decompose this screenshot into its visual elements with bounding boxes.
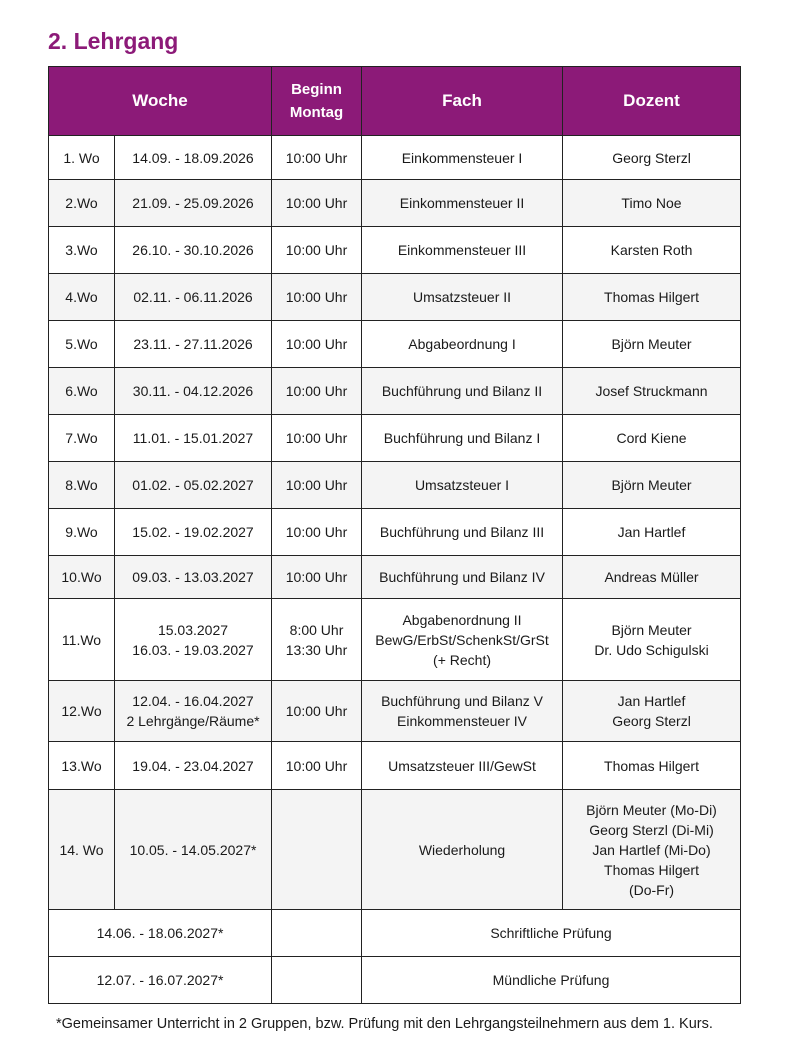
date-cell: [115, 681, 272, 742]
subject-cell: [362, 790, 563, 910]
subject-cell-line: BewG/ErbSt/SchenkSt/GrSt: [375, 631, 549, 648]
date-cell: [115, 742, 272, 790]
start-time-cell: [272, 599, 362, 681]
start-time-cell-line: 10:00 Uhr: [285, 336, 348, 352]
start-time-cell: [272, 321, 362, 368]
start-time-cell-line: 10:00 Uhr: [285, 195, 348, 211]
lecturer-cell: [563, 415, 741, 462]
schedule-table: [48, 66, 741, 1004]
lecturer-cell-line: Cord Kiene: [616, 430, 687, 446]
date-cell: [115, 462, 272, 509]
exam-label-cell: Mündliche Prüfung: [362, 957, 741, 1004]
date-cell-line: 09.03. - 13.03.2027: [132, 569, 254, 585]
date-cell: [115, 509, 272, 556]
exam-date-cell: 14.06. - 18.06.2027*: [49, 910, 272, 957]
start-time-cell-line: 10:00 Uhr: [285, 430, 348, 446]
lecturer-cell: [563, 462, 741, 509]
date-cell: [115, 227, 272, 274]
lecturer-cell-line: Georg Sterzl (Di-Mi): [589, 821, 714, 838]
exam-row: [49, 910, 741, 957]
week-number-cell: 12.Wo: [49, 681, 115, 742]
date-cell: [115, 136, 272, 180]
lecturer-cell: [563, 227, 741, 274]
week-number-cell: 11.Wo: [49, 599, 115, 681]
table-row: [49, 274, 741, 321]
lecturer-cell-line: Timo Noe: [621, 195, 682, 211]
lecturer-cell: [563, 368, 741, 415]
lecturer-cell-line: Karsten Roth: [610, 242, 693, 258]
date-cell: [115, 415, 272, 462]
table-row: [49, 415, 741, 462]
subject-cell-line: Umsatzsteuer III/GewSt: [388, 757, 536, 774]
table-row: [49, 180, 741, 227]
week-number-cell: 7.Wo: [49, 415, 115, 462]
schedule-body: [49, 136, 741, 1004]
date-cell-line: 23.11. - 27.11.2026: [133, 336, 253, 352]
lecturer-cell-line: Jan Hartlef: [617, 693, 686, 709]
table-row: [49, 742, 741, 790]
lecturer-cell-line: Björn Meuter (Mo-Di): [586, 801, 717, 818]
lecturer-cell-line: Georg Sterzl: [612, 149, 691, 166]
table-row: [49, 368, 741, 415]
date-cell-line: 11.01. - 15.01.2027: [132, 430, 254, 446]
start-time-cell-line: 10:00 Uhr: [285, 149, 348, 166]
lecturer-cell: [563, 742, 741, 790]
lecturer-cell-line: Jan Hartlef: [617, 524, 686, 540]
subject-cell-line: (+ Recht): [433, 651, 491, 668]
lecturer-cell: [563, 681, 741, 742]
subject-cell-line: Buchführung und Bilanz II: [381, 383, 543, 399]
subject-cell-line: Einkommensteuer III: [397, 242, 527, 258]
start-time-cell: [272, 274, 362, 321]
header-row: [49, 67, 741, 136]
table-row: [49, 136, 741, 180]
header-woche: Woche: [49, 67, 272, 136]
lecturer-cell-line: Thomas Hilgert: [604, 757, 699, 774]
footnote: *Gemeinsamer Unterricht in 2 Gruppen, bzw. Prüfung mit den Lehrgangsteilnehmern aus dem 1. Kurs.: [56, 1016, 713, 1032]
subject-cell-line: Einkommensteuer II: [399, 195, 525, 211]
table-row: [49, 509, 741, 556]
subject-cell: [362, 136, 563, 180]
lecturer-cell: [563, 180, 741, 227]
date-cell-line: 30.11. - 04.12.2026: [132, 383, 254, 399]
subject-cell: [362, 274, 563, 321]
lecturer-cell-line: Björn Meuter: [611, 621, 692, 638]
date-cell-line: 16.03. - 19.03.2027: [132, 641, 254, 658]
start-time-cell-line: 10:00 Uhr: [285, 383, 348, 399]
lecturer-cell-line: Georg Sterzl: [612, 713, 691, 729]
start-time-cell: [272, 462, 362, 509]
start-time-cell: [272, 136, 362, 180]
exam-start-cell: [272, 957, 362, 1004]
week-number-cell: 9.Wo: [49, 509, 115, 556]
date-cell: [115, 180, 272, 227]
start-time-cell-line: 10:00 Uhr: [285, 524, 348, 540]
subject-cell-line: Einkommensteuer I: [401, 149, 523, 166]
subject-cell: [362, 462, 563, 509]
subject-cell: [362, 180, 563, 227]
date-cell-line: 21.09. - 25.09.2026: [132, 195, 254, 211]
subject-cell: [362, 599, 563, 681]
start-time-cell-line: 10:00 Uhr: [285, 289, 348, 305]
start-time-cell: [272, 415, 362, 462]
date-cell: [115, 599, 272, 681]
start-time-cell: [272, 180, 362, 227]
date-cell-line: 19.04. - 23.04.2027: [132, 757, 254, 774]
date-cell-line: 26.10. - 30.10.2026: [132, 242, 254, 258]
start-time-cell-line: 10:00 Uhr: [285, 757, 348, 774]
start-time-cell: [272, 742, 362, 790]
week-number-cell: 3.Wo: [49, 227, 115, 274]
subject-cell-line: Abgabeordnung I: [408, 336, 516, 352]
lecturer-cell: [563, 509, 741, 556]
lecturer-cell-line: Dr. Udo Schigulski: [594, 641, 709, 658]
subject-cell: [362, 556, 563, 599]
date-cell-line: 15.03.2027: [157, 621, 229, 638]
start-time-cell: [272, 556, 362, 599]
date-cell-line: 14.09. - 18.09.2026: [132, 149, 254, 166]
subject-cell-line: Buchführung und Bilanz I: [383, 430, 541, 446]
start-time-cell-line: 10:00 Uhr: [285, 703, 348, 719]
subject-cell: [362, 681, 563, 742]
subject-cell: [362, 321, 563, 368]
date-cell: [115, 321, 272, 368]
date-cell-line: 12.04. - 16.04.2027: [132, 693, 254, 709]
table-row: [49, 462, 741, 509]
start-time-cell: [272, 227, 362, 274]
start-time-cell: [272, 681, 362, 742]
subject-cell-line: Umsatzsteuer I: [414, 477, 510, 493]
lecturer-cell: [563, 556, 741, 599]
start-time-cell-line: 10:00 Uhr: [285, 569, 348, 585]
subject-cell: [362, 368, 563, 415]
lecturer-cell-line: Josef Struckmann: [595, 383, 708, 399]
week-number-cell: 4.Wo: [49, 274, 115, 321]
start-time-cell: [272, 368, 362, 415]
subject-cell-line: Einkommensteuer IV: [397, 713, 527, 729]
week-number-cell: 5.Wo: [49, 321, 115, 368]
week-number-cell: 13.Wo: [49, 742, 115, 790]
lecturer-cell: [563, 599, 741, 681]
header-beginn-line2: Montag: [289, 104, 344, 121]
subject-cell-line: Buchführung und Bilanz IV: [379, 569, 545, 585]
start-time-cell: [272, 790, 362, 910]
exam-row: [49, 957, 741, 1004]
subject-cell-line: Umsatzsteuer II: [413, 289, 512, 305]
lecturer-cell-line: Thomas Hilgert: [604, 289, 699, 305]
week-number-cell: 6.Wo: [49, 368, 115, 415]
date-cell: [115, 790, 272, 910]
exam-label-cell: Schriftliche Prüfung: [362, 910, 741, 957]
subject-cell-line: Abgabenordnung II: [402, 611, 522, 628]
lecturer-cell-line: Thomas Hilgert: [604, 861, 699, 878]
table-row: [49, 556, 741, 599]
header-beginn: [272, 67, 362, 136]
lecturer-cell: [563, 136, 741, 180]
lecturer-cell-line: Andreas Müller: [604, 569, 699, 585]
subject-cell-line: Buchführung und Bilanz V: [381, 693, 543, 709]
date-cell-line: 15.02. - 19.02.2027: [132, 524, 254, 540]
table-row: [49, 790, 741, 910]
exam-start-cell: [272, 910, 362, 957]
exam-date-cell: 12.07. - 16.07.2027*: [49, 957, 272, 1004]
start-time-cell-line: 13:30 Uhr: [285, 641, 348, 658]
table-row: [49, 227, 741, 274]
start-time-cell-line: 8:00 Uhr: [289, 621, 344, 638]
week-number-cell: 2.Wo: [49, 180, 115, 227]
week-number-cell: 1. Wo: [49, 136, 115, 180]
subject-cell: [362, 227, 563, 274]
table-row: [49, 321, 741, 368]
header-beginn-line1: Beginn: [291, 81, 342, 98]
date-cell: [115, 368, 272, 415]
subject-cell-line: Buchführung und Bilanz III: [379, 524, 545, 540]
week-number-cell: 14. Wo: [49, 790, 115, 910]
date-cell-line: 10.05. - 14.05.2027*: [129, 841, 257, 858]
header-dozent: Dozent: [563, 67, 741, 136]
table-row: [49, 681, 741, 742]
header-fach: Fach: [362, 67, 563, 136]
lecturer-cell: [563, 274, 741, 321]
date-cell-line: 01.02. - 05.02.2027: [132, 477, 254, 493]
lecturer-cell-line: Björn Meuter: [611, 477, 692, 493]
date-cell: [115, 274, 272, 321]
date-cell: [115, 556, 272, 599]
date-cell-line: 2 Lehrgänge/Räume*: [126, 713, 260, 729]
subject-cell-line: Wiederholung: [418, 841, 506, 858]
week-number-cell: 10.Wo: [49, 556, 115, 599]
table-row: [49, 599, 741, 681]
subject-cell: [362, 742, 563, 790]
date-cell-line: 02.11. - 06.11.2026: [133, 289, 253, 305]
subject-cell: [362, 509, 563, 556]
lecturer-cell-line: Jan Hartlef (Mi-Do): [592, 841, 711, 858]
lecturer-cell: [563, 321, 741, 368]
lecturer-cell-line: Björn Meuter: [611, 336, 692, 352]
lecturer-cell-line: (Do-Fr): [628, 881, 675, 898]
week-number-cell: 8.Wo: [49, 462, 115, 509]
page-title: 2. Lehrgang: [48, 28, 179, 54]
lecturer-cell: [563, 790, 741, 910]
start-time-cell: [272, 509, 362, 556]
start-time-cell-line: 10:00 Uhr: [285, 477, 348, 493]
start-time-cell-line: 10:00 Uhr: [285, 242, 348, 258]
subject-cell: [362, 415, 563, 462]
